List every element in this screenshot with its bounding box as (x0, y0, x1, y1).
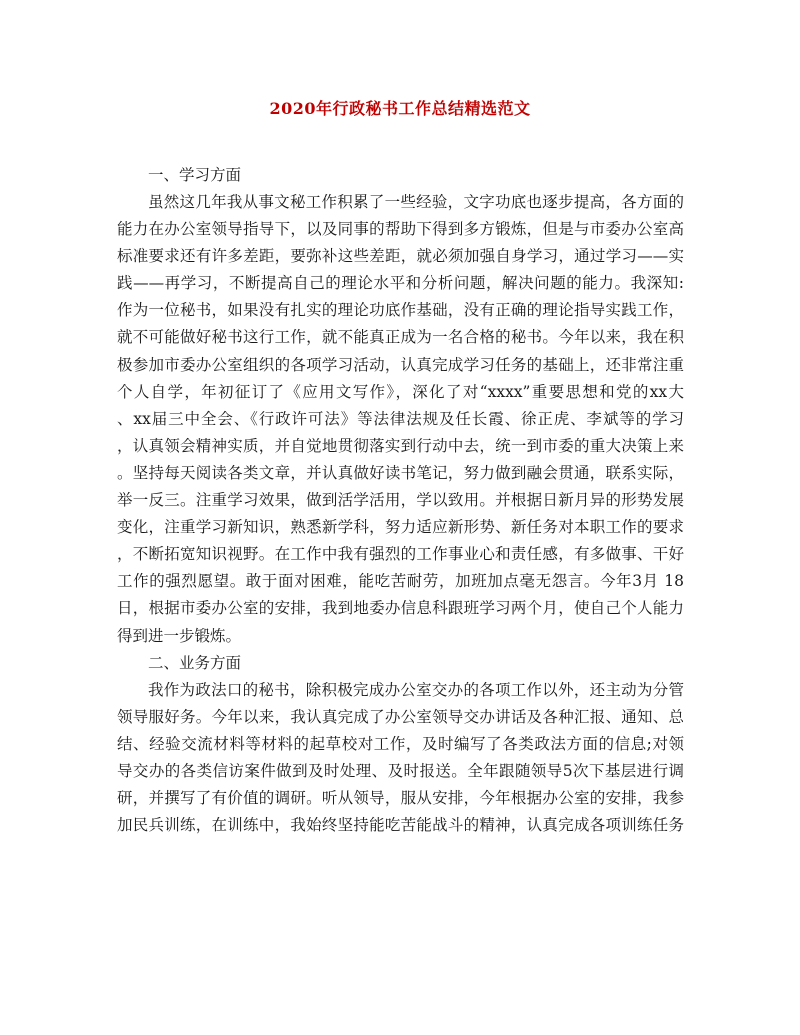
paragraph-line: 我作为政法口的秘书，除积极完成办公室交办的各项工作以外，还主动为分管 (148, 680, 684, 699)
document-title: 2020年行政秘书工作总结精选范文 (269, 99, 531, 118)
paragraph-line: 变化，注重学习新知识，熟悉新学科，努力适应新形势、新任务对本职工作的要求 (117, 518, 684, 537)
paragraph-line: 个人自学，年初征订了《应用文写作》，深化了对“xxxx”重要思想和党的xx大 (117, 382, 684, 401)
section-paragraph (117, 677, 684, 840)
paragraph-line: 加民兵训练，在训练中，我始终坚持能吃苦能战斗的精神，认真完成各项训练任务 (117, 816, 684, 835)
paragraph-line: 、xx届三中全会、《行政许可法》等法律法规及任长霞、徐正虎、李斌等的学习 (117, 409, 684, 428)
paragraph-line: 研，并撰写了有价值的调研。听从领导，服从安排，今年根据办公室的安排，我参 (117, 788, 684, 807)
paragraph-line: 极参加市委办公室组织的各项学习活动，认真完成学习任务的基础上，还非常注重 (117, 355, 684, 374)
paragraph-line: 能力在办公室领导指导下，以及同事的帮助下得到多方锻炼，但是与市委办公室高 (117, 220, 684, 239)
document-body (117, 162, 684, 839)
paragraph-line: ，认真领会精神实质，并自觉地贯彻落实到行动中去，统一到市委的重大决策上来 (117, 436, 684, 455)
section-heading: 一、学习方面 (148, 166, 242, 184)
paragraph-line: 虽然这几年我从事文秘工作积累了一些经验，文字功底也逐步提高，各方面的 (148, 193, 684, 211)
paragraph-line: ，不断拓宽知识视野。在工作中我有强烈的工作事业心和责任感，有多做事、干好 (117, 545, 684, 564)
paragraph-line: 导交办的各类信访案件做到及时处理、及时报送。全年跟随领导5次下基层进行调 (117, 761, 684, 780)
section-paragraph (117, 189, 684, 650)
section-heading: 二、业务方面 (148, 653, 242, 672)
paragraph-line: 工作的强烈愿望。敢于面对困难，能吃苦耐劳，加班加点毫无怨言。今年3月 18 (117, 572, 684, 591)
paragraph-line: 举一反三。注重学习效果，做到活学活用，学以致用。并根据日新月异的形势发展 (117, 491, 684, 510)
paragraph-line: 。坚持每天阅读各类文章，并认真做好读书笔记，努力做到融会贯通，联系实际， (117, 463, 684, 482)
paragraph-line: 作为一位秘书，如果没有扎实的理论功底作基础，没有正确的理论指导实践工作， (117, 301, 684, 320)
paragraph-line: 得到进一步锻炼。 (117, 626, 242, 645)
paragraph-line: 标准要求还有许多差距，要弥补这些差距，就必须加强自身学习，通过学习——实 (117, 247, 684, 266)
paragraph-line: 日，根据市委办公室的安排，我到地委办信息科跟班学习两个月，使自己个人能力 (117, 599, 684, 618)
paragraph-line: 结、经验交流材料等材料的起草校对工作，及时编写了各类政法方面的信息;对领 (117, 734, 684, 753)
paragraph-line: 领导服好务。今年以来，我认真完成了办公室领导交办讲话及各种汇报、通知、总 (117, 707, 684, 726)
paragraph-line: 践——再学习，不断提高自己的理论水平和分析问题，解决问题的能力。我深知: (117, 274, 684, 293)
paragraph-line: 就不可能做好秘书这行工作，就不能真正成为一名合格的秘书。今年以来，我在积 (117, 328, 684, 347)
